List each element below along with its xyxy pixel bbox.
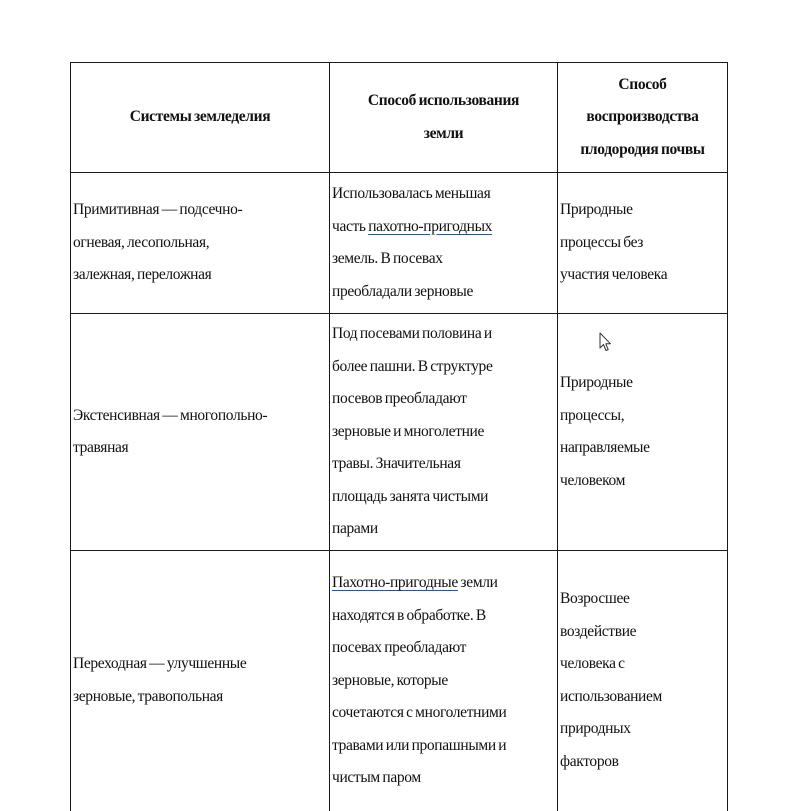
table-row: [71, 314, 728, 551]
cell-fertility-extensive: Природные процессы, направляемые человеком: [558, 314, 728, 551]
farming-systems-table: [70, 62, 728, 811]
cell-land-use-extensive: Под посевами половина и более пашни. В структуре посевов преобладают зерновые и многолетние травы. Значительная площадь занята чистыми парами: [330, 314, 558, 551]
cell-land-use-transitional: Пахотно-пригодные земли находятся в обработке. В посевах преобладают зерновые, которые сочетаются с многолетними травами или пропашными и чистым паром: [330, 551, 558, 811]
header-fertility: Способ воспроизводства плодородия почвы: [558, 63, 728, 173]
mouse-pointer-icon: [599, 332, 613, 352]
header-farming-systems: Системы земледелия: [71, 63, 330, 173]
spellcheck-underlined-word: пахотно-пригодных: [368, 217, 493, 235]
cell-fertility-transitional: Возросшее воздействие человека с использованием природных факторов: [558, 551, 728, 811]
table-row: [71, 173, 728, 314]
cell-land-use-primitive: Использовалась меньшая часть пахотно-пригодных земель. В посевах преобладали зерновые: [330, 173, 558, 314]
table-row: [71, 551, 728, 811]
spellcheck-underlined-word: Пахотно-пригодные: [332, 574, 458, 591]
cell-system-primitive: Примитивная — подсечно- огневая, лесопольная, залежная, переложная: [71, 173, 330, 314]
header-land-use: Способ использования земли: [330, 63, 558, 173]
cell-system-extensive: Экстенсивная — многопольно- травяная: [71, 314, 330, 551]
mouse-pointer-shape: [600, 333, 611, 351]
cell-fertility-primitive: Природные процессы без участия человека: [558, 173, 728, 314]
table-header-row: [71, 63, 728, 173]
cell-system-transitional: Переходная — улучшенные зерновые, травопольная: [71, 551, 330, 811]
